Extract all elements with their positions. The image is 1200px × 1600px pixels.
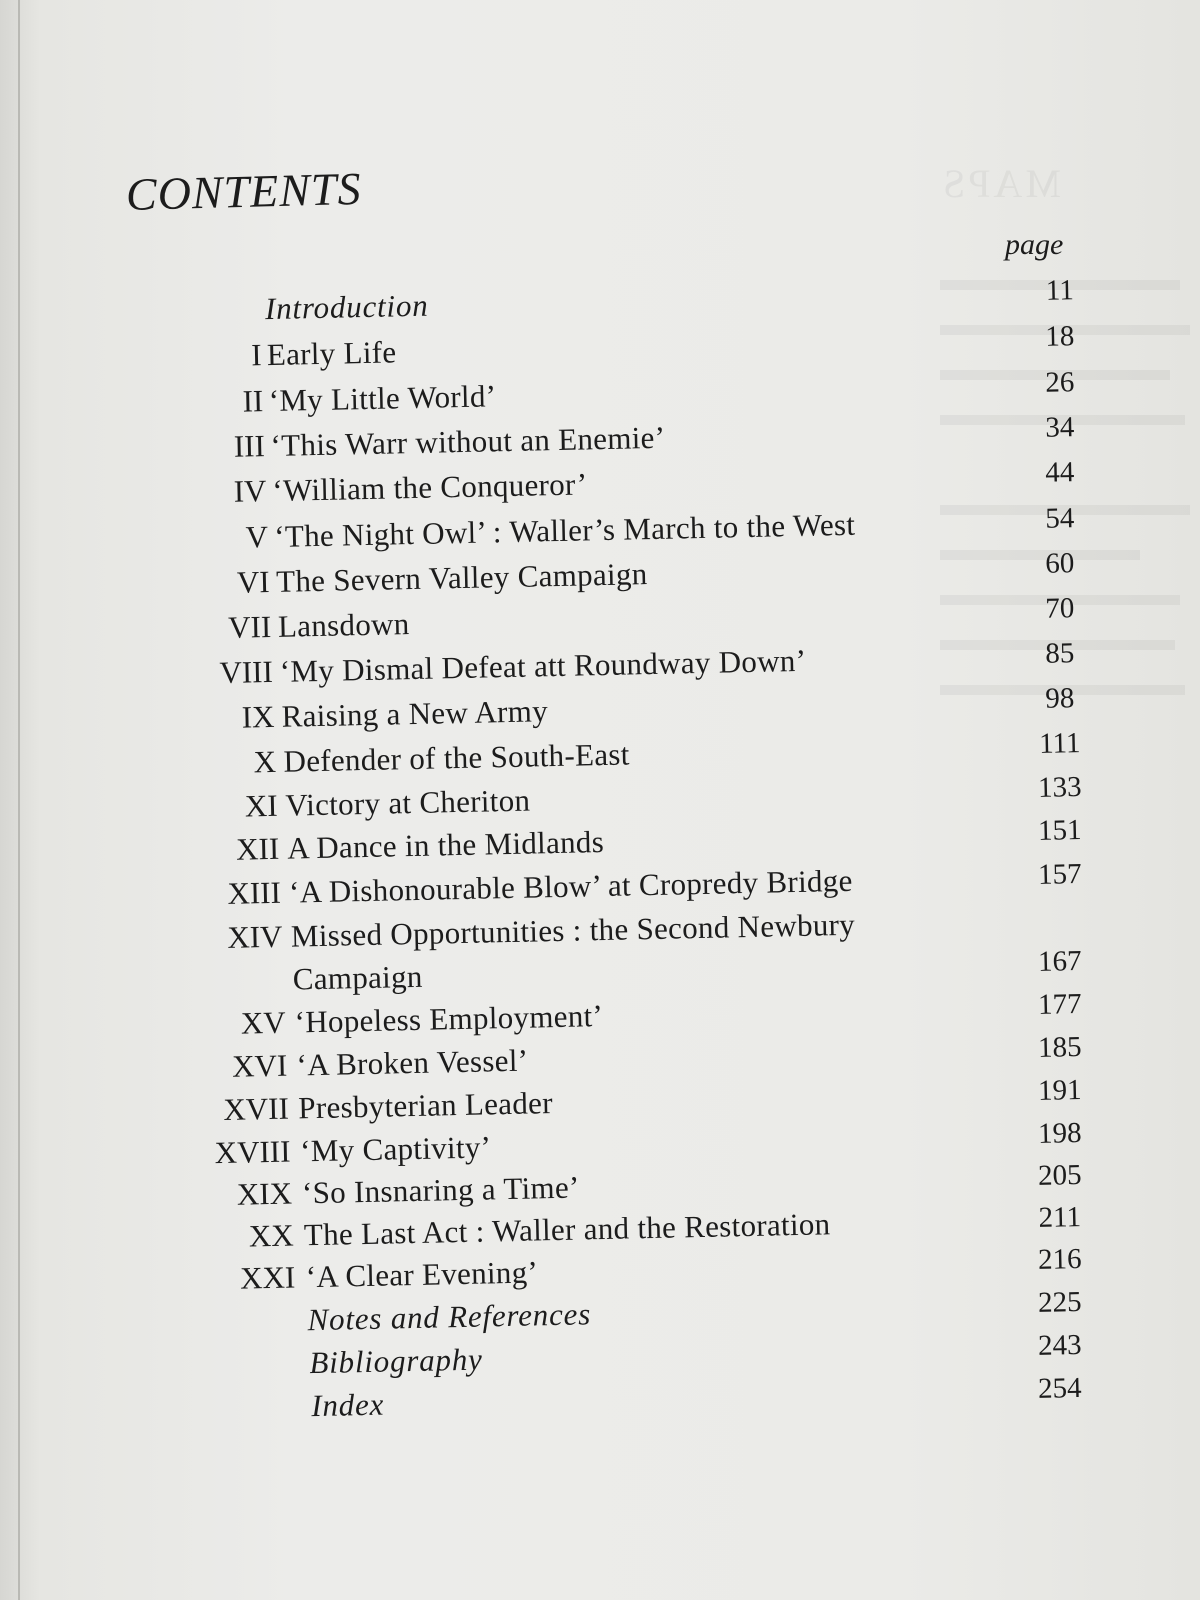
- chapter-title: Defender of the South-East: [283, 736, 630, 779]
- chapter-title: ‘A Broken Vessel’: [296, 1042, 529, 1083]
- chapter-numeral: VIII: [219, 653, 274, 691]
- chapter-numeral: III: [233, 428, 266, 464]
- page-number: 111: [1038, 727, 1081, 760]
- page-number: 243: [1037, 1329, 1082, 1362]
- chapter-title: ‘The Night Owl’ : Waller’s March to the West: [273, 506, 856, 554]
- page-number: 167: [1037, 945, 1082, 978]
- chapter-numeral: XIX: [236, 1175, 293, 1212]
- chapter-title: The Last Act : Waller and the Restoration: [303, 1206, 831, 1253]
- page-number: 151: [1037, 814, 1082, 847]
- chapter-numeral: XV: [240, 1004, 287, 1041]
- chapter-numeral: XVI: [231, 1047, 288, 1084]
- page-number: 177: [1037, 988, 1082, 1021]
- chapter-numeral: IV: [233, 473, 267, 509]
- page-number: 191: [1037, 1074, 1082, 1107]
- page-number: 18: [1045, 320, 1075, 353]
- chapter-title: Early Life: [266, 334, 397, 373]
- chapter-numeral: XXI: [239, 1259, 296, 1296]
- chapter-numeral: XI: [244, 787, 279, 824]
- chapter-numeral: XVIII: [214, 1133, 291, 1171]
- chapter-numeral: V: [245, 519, 269, 555]
- chapter-numeral: X: [253, 743, 277, 780]
- chapter-title: ‘My Little World’: [268, 378, 497, 419]
- chapter-title: A Dance in the Midlands: [286, 824, 605, 866]
- chapter-title: Index: [310, 1386, 385, 1424]
- chapter-title: Notes and References: [307, 1296, 592, 1338]
- page-number: 157: [1037, 858, 1082, 891]
- chapter-title: Bibliography: [309, 1341, 483, 1381]
- chapter-numeral: XII: [235, 830, 280, 867]
- chapter-title: ‘My Captivity’: [299, 1129, 492, 1169]
- page-number: 205: [1037, 1159, 1082, 1192]
- chapter-numeral: XX: [248, 1217, 295, 1254]
- page-title: CONTENTS: [125, 162, 363, 220]
- chapter-title: Missed Opportunities : the Second Newbury: [290, 906, 856, 954]
- page-number: 54: [1045, 502, 1075, 535]
- page-number: 198: [1037, 1117, 1082, 1150]
- chapter-title: Campaign: [292, 958, 423, 997]
- chapter-numeral: VII: [227, 608, 272, 645]
- chapter-title: Raising a New Army: [281, 693, 549, 734]
- chapter-numeral: VI: [236, 564, 271, 600]
- page-number: 211: [1038, 1201, 1082, 1234]
- chapter-numeral: XVII: [223, 1090, 290, 1127]
- chapter-numeral: XIII: [227, 874, 282, 911]
- page-number: 133: [1037, 771, 1082, 804]
- chapter-title: ‘Hopeless Employment’: [294, 998, 604, 1040]
- page-number: 98: [1045, 682, 1075, 715]
- bleed-through-title: MAPS: [940, 161, 1061, 206]
- page-number: 11: [1045, 274, 1075, 307]
- chapter-title: Lansdown: [277, 606, 410, 644]
- page-number: 60: [1045, 547, 1075, 580]
- chapter-title: Victory at Cheriton: [285, 782, 531, 823]
- page-number: 34: [1045, 411, 1075, 444]
- page-number: 254: [1037, 1372, 1082, 1405]
- page-number: 216: [1037, 1243, 1082, 1276]
- chapter-title: Introduction: [264, 287, 429, 327]
- chapter-title: ‘This Warr without an Enemie’: [270, 419, 666, 463]
- page-number: 26: [1045, 366, 1075, 399]
- page-number: 225: [1037, 1286, 1082, 1319]
- chapter-title: Presbyterian Leader: [297, 1085, 554, 1126]
- page-column-label: page: [1005, 228, 1064, 261]
- chapter-numeral: XIV: [226, 918, 283, 955]
- page-number: 185: [1037, 1031, 1082, 1064]
- chapter-title: ‘So Insnaring a Time’: [301, 1169, 580, 1211]
- chapter-title: ‘A Clear Evening’: [305, 1254, 539, 1295]
- chapter-title: ‘A Dishonourable Blow’ at Cropredy Bridge: [288, 862, 853, 910]
- chapter-numeral: IX: [241, 698, 275, 735]
- chapter-numeral: I: [250, 337, 263, 373]
- page-number: 44: [1045, 456, 1075, 489]
- page-number: 85: [1045, 637, 1075, 670]
- page-number: 70: [1045, 592, 1075, 625]
- chapter-title: ‘William the Conqueror’: [272, 466, 588, 508]
- chapter-numeral: II: [242, 383, 264, 419]
- chapter-title: The Severn Valley Campaign: [275, 556, 648, 599]
- chapter-title: ‘My Dismal Defeat att Roundway Down’: [279, 642, 807, 689]
